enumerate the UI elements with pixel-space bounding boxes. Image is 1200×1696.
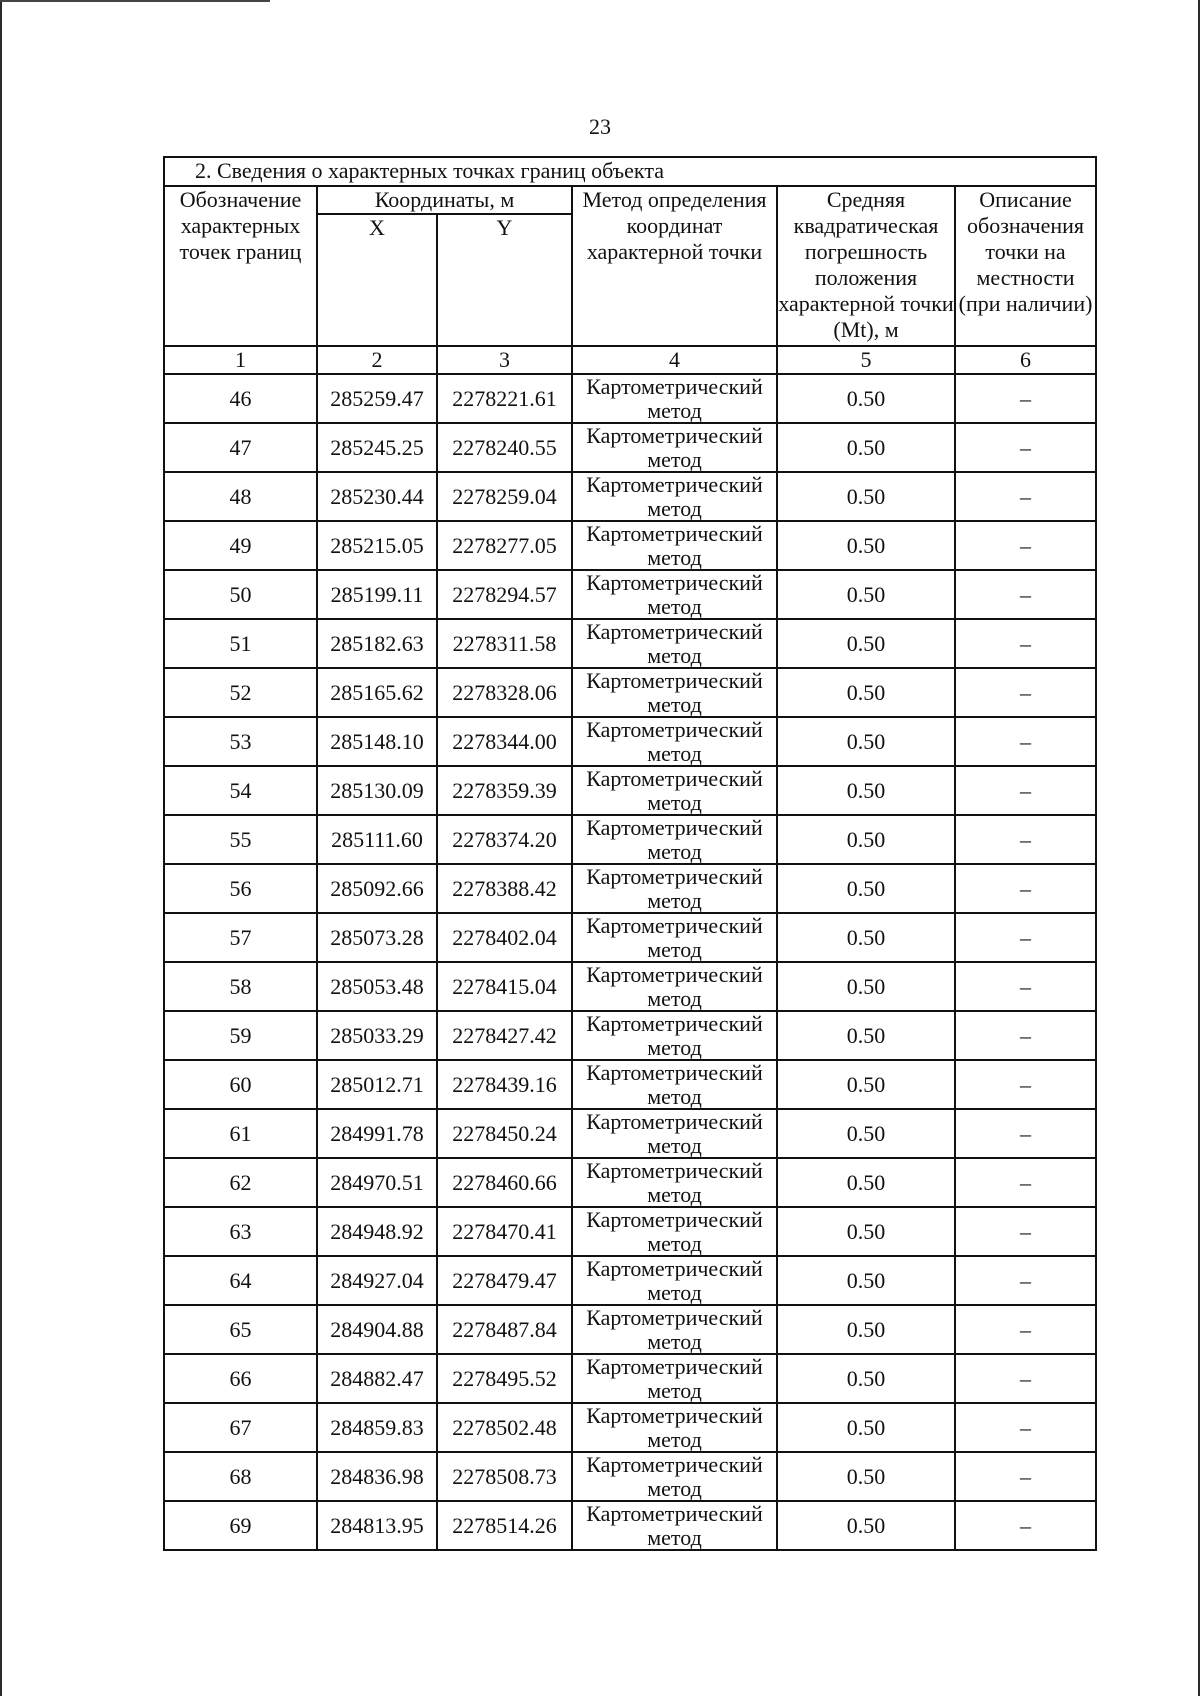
y-coordinate-cell: 2278495.52	[437, 1354, 572, 1403]
method-line-2: метод	[647, 741, 702, 765]
y-coordinate-cell: 2278415.04	[437, 962, 572, 1011]
y-coordinate-cell: 2278221.61	[437, 374, 572, 423]
point-cell: 54	[164, 766, 317, 815]
description-cell: –	[955, 962, 1096, 1011]
y-coordinate-cell: 2278514.26	[437, 1501, 572, 1550]
method-line-1: Картометрический	[586, 1061, 763, 1085]
accuracy-cell: 0.50	[777, 815, 955, 864]
x-coordinate-cell: 284927.04	[317, 1256, 437, 1305]
table-row	[164, 619, 1096, 668]
header-description: Описание обозначения точки на местности (при наличии)	[955, 186, 1096, 346]
point-cell: 60	[164, 1060, 317, 1109]
y-coordinate-cell: 2278460.66	[437, 1158, 572, 1207]
description-cell: –	[955, 423, 1096, 472]
accuracy-cell: 0.50	[777, 1452, 955, 1501]
method-text	[573, 1257, 776, 1304]
method-text	[573, 1208, 776, 1255]
method-line-2: метод	[647, 1084, 702, 1108]
x-coordinate-cell: 284882.47	[317, 1354, 437, 1403]
y-coordinate-cell: 2278470.41	[437, 1207, 572, 1256]
method-line-1: Картометрический	[586, 1502, 763, 1526]
method-line-1: Картометрический	[586, 1110, 763, 1134]
description-cell: –	[955, 717, 1096, 766]
method-text	[573, 767, 776, 814]
table-row	[164, 423, 1096, 472]
method-text	[573, 1061, 776, 1108]
x-coordinate-cell: 285111.60	[317, 815, 437, 864]
point-cell: 68	[164, 1452, 317, 1501]
x-coordinate-cell: 285230.44	[317, 472, 437, 521]
point-cell: 52	[164, 668, 317, 717]
accuracy-cell: 0.50	[777, 668, 955, 717]
method-cell	[572, 1109, 777, 1158]
y-coordinate-cell: 2278450.24	[437, 1109, 572, 1158]
method-cell	[572, 1207, 777, 1256]
point-cell: 61	[164, 1109, 317, 1158]
description-cell: –	[955, 1207, 1096, 1256]
column-number-3: 3	[437, 346, 572, 374]
method-cell	[572, 1354, 777, 1403]
accuracy-cell: 0.50	[777, 1403, 955, 1452]
x-coordinate-cell: 284970.51	[317, 1158, 437, 1207]
method-line-2: метод	[647, 643, 702, 667]
point-cell: 53	[164, 717, 317, 766]
description-cell: –	[955, 1109, 1096, 1158]
point-cell: 50	[164, 570, 317, 619]
y-coordinate-cell: 2278311.58	[437, 619, 572, 668]
accuracy-cell: 0.50	[777, 1011, 955, 1060]
description-cell: –	[955, 668, 1096, 717]
description-cell: –	[955, 864, 1096, 913]
accuracy-cell: 0.50	[777, 1256, 955, 1305]
method-line-2: метод	[647, 839, 702, 863]
method-cell	[572, 1011, 777, 1060]
method-text	[573, 963, 776, 1010]
table-row	[164, 1060, 1096, 1109]
method-cell	[572, 521, 777, 570]
method-line-2: метод	[647, 1035, 702, 1059]
method-text	[573, 1502, 776, 1549]
table-row	[164, 668, 1096, 717]
y-coordinate-cell: 2278240.55	[437, 423, 572, 472]
description-cell: –	[955, 521, 1096, 570]
x-coordinate-cell: 285148.10	[317, 717, 437, 766]
method-line-1: Картометрический	[586, 375, 763, 399]
y-coordinate-cell: 2278402.04	[437, 913, 572, 962]
page-number: 23	[589, 114, 611, 139]
description-cell: –	[955, 1501, 1096, 1550]
method-line-1: Картометрический	[586, 1159, 763, 1183]
table-row	[164, 815, 1096, 864]
method-text	[573, 1404, 776, 1451]
x-coordinate-cell: 285053.48	[317, 962, 437, 1011]
accuracy-cell: 0.50	[777, 766, 955, 815]
method-line-1: Картометрический	[586, 669, 763, 693]
point-cell: 59	[164, 1011, 317, 1060]
method-line-2: метод	[647, 1525, 702, 1549]
method-text	[573, 571, 776, 618]
x-coordinate-cell: 285215.05	[317, 521, 437, 570]
method-line-2: метод	[647, 790, 702, 814]
y-coordinate-cell: 2278344.00	[437, 717, 572, 766]
point-cell: 62	[164, 1158, 317, 1207]
table-row	[164, 521, 1096, 570]
column-number-5: 5	[777, 346, 955, 374]
accuracy-cell: 0.50	[777, 864, 955, 913]
method-cell	[572, 1305, 777, 1354]
description-cell: –	[955, 472, 1096, 521]
x-coordinate-cell: 285165.62	[317, 668, 437, 717]
point-cell: 55	[164, 815, 317, 864]
point-cell: 64	[164, 1256, 317, 1305]
method-line-2: метод	[647, 937, 702, 961]
header-y: Y	[437, 214, 572, 346]
description-cell: –	[955, 1452, 1096, 1501]
table-row	[164, 717, 1096, 766]
table-row	[164, 1452, 1096, 1501]
point-cell: 46	[164, 374, 317, 423]
accuracy-cell: 0.50	[777, 962, 955, 1011]
method-text	[573, 1306, 776, 1353]
table-caption: 2. Сведения о характерных точках границ объекта	[164, 157, 1096, 186]
method-cell	[572, 668, 777, 717]
header-coordinates: Координаты, м	[317, 186, 572, 214]
point-cell: 66	[164, 1354, 317, 1403]
point-cell: 49	[164, 521, 317, 570]
header-x: X	[317, 214, 437, 346]
method-line-2: метод	[647, 1133, 702, 1157]
y-coordinate-cell: 2278359.39	[437, 766, 572, 815]
method-text	[573, 816, 776, 863]
accuracy-cell: 0.50	[777, 1354, 955, 1403]
point-cell: 48	[164, 472, 317, 521]
method-line-1: Картометрический	[586, 718, 763, 742]
x-coordinate-cell: 285130.09	[317, 766, 437, 815]
accuracy-cell: 0.50	[777, 913, 955, 962]
point-cell: 57	[164, 913, 317, 962]
method-line-2: метод	[647, 1280, 702, 1304]
point-cell: 69	[164, 1501, 317, 1550]
method-line-1: Картометрический	[586, 865, 763, 889]
x-coordinate-cell: 285092.66	[317, 864, 437, 913]
method-cell	[572, 717, 777, 766]
method-cell	[572, 374, 777, 423]
table-row	[164, 864, 1096, 913]
method-cell	[572, 1403, 777, 1452]
header-designation: Обозначение характерных точек границ	[164, 186, 317, 346]
method-line-1: Картометрический	[586, 767, 763, 791]
method-line-2: метод	[647, 594, 702, 618]
description-cell: –	[955, 1305, 1096, 1354]
x-coordinate-cell: 285012.71	[317, 1060, 437, 1109]
method-cell	[572, 1060, 777, 1109]
page-edge-left	[0, 0, 2, 1696]
description-cell: –	[955, 766, 1096, 815]
y-coordinate-cell: 2278374.20	[437, 815, 572, 864]
x-coordinate-cell: 284836.98	[317, 1452, 437, 1501]
method-text	[573, 620, 776, 667]
y-coordinate-cell: 2278277.05	[437, 521, 572, 570]
x-coordinate-cell: 284904.88	[317, 1305, 437, 1354]
method-text	[573, 718, 776, 765]
y-coordinate-cell: 2278328.06	[437, 668, 572, 717]
accuracy-cell: 0.50	[777, 423, 955, 472]
accuracy-cell: 0.50	[777, 1060, 955, 1109]
method-line-1: Картометрический	[586, 1453, 763, 1477]
method-line-2: метод	[647, 1231, 702, 1255]
y-coordinate-cell: 2278388.42	[437, 864, 572, 913]
method-line-1: Картометрический	[586, 1257, 763, 1281]
table-row	[164, 1403, 1096, 1452]
table-row	[164, 913, 1096, 962]
description-cell: –	[955, 1011, 1096, 1060]
accuracy-cell: 0.50	[777, 1109, 955, 1158]
method-line-2: метод	[647, 1182, 702, 1206]
method-cell	[572, 766, 777, 815]
method-text	[573, 1110, 776, 1157]
method-line-2: метод	[647, 447, 702, 471]
method-text	[573, 914, 776, 961]
description-cell: –	[955, 570, 1096, 619]
method-line-1: Картометрический	[586, 1404, 763, 1428]
x-coordinate-cell: 285182.63	[317, 619, 437, 668]
method-line-2: метод	[647, 986, 702, 1010]
method-text	[573, 473, 776, 520]
method-line-1: Картометрический	[586, 914, 763, 938]
method-cell	[572, 472, 777, 521]
header-accuracy: Средняя квадратическая погрешность положения характерной точки (Mt), м	[777, 186, 955, 346]
description-cell: –	[955, 1158, 1096, 1207]
table-row	[164, 962, 1096, 1011]
point-cell: 58	[164, 962, 317, 1011]
y-coordinate-cell: 2278427.42	[437, 1011, 572, 1060]
method-text	[573, 669, 776, 716]
point-cell: 47	[164, 423, 317, 472]
method-line-1: Картометрический	[586, 571, 763, 595]
table-row	[164, 570, 1096, 619]
description-cell: –	[955, 1256, 1096, 1305]
header-method: Метод определения координат характерной точки	[572, 186, 777, 346]
description-cell: –	[955, 1060, 1096, 1109]
x-coordinate-cell: 285259.47	[317, 374, 437, 423]
x-coordinate-cell: 284948.92	[317, 1207, 437, 1256]
method-line-1: Картометрический	[586, 424, 763, 448]
description-cell: –	[955, 1403, 1096, 1452]
y-coordinate-cell: 2278487.84	[437, 1305, 572, 1354]
table-row	[164, 766, 1096, 815]
column-number-6: 6	[955, 346, 1096, 374]
method-text	[573, 424, 776, 471]
accuracy-cell: 0.50	[777, 1501, 955, 1550]
x-coordinate-cell: 285199.11	[317, 570, 437, 619]
method-cell	[572, 1452, 777, 1501]
method-cell	[572, 1256, 777, 1305]
table-row	[164, 1305, 1096, 1354]
table-row	[164, 1207, 1096, 1256]
method-text	[573, 1159, 776, 1206]
method-line-1: Картометрический	[586, 473, 763, 497]
method-cell	[572, 962, 777, 1011]
y-coordinate-cell: 2278439.16	[437, 1060, 572, 1109]
method-line-1: Картометрический	[586, 963, 763, 987]
point-cell: 67	[164, 1403, 317, 1452]
method-cell	[572, 864, 777, 913]
accuracy-cell: 0.50	[777, 374, 955, 423]
method-cell	[572, 1501, 777, 1550]
y-coordinate-cell: 2278502.48	[437, 1403, 572, 1452]
method-line-2: метод	[647, 1329, 702, 1353]
x-coordinate-cell: 285073.28	[317, 913, 437, 962]
point-cell: 56	[164, 864, 317, 913]
method-line-2: метод	[647, 1427, 702, 1451]
method-text	[573, 1355, 776, 1402]
method-line-2: метод	[647, 496, 702, 520]
description-cell: –	[955, 913, 1096, 962]
accuracy-cell: 0.50	[777, 521, 955, 570]
method-cell	[572, 619, 777, 668]
method-text	[573, 522, 776, 569]
description-cell: –	[955, 815, 1096, 864]
column-number-4: 4	[572, 346, 777, 374]
accuracy-cell: 0.50	[777, 619, 955, 668]
x-coordinate-cell: 284991.78	[317, 1109, 437, 1158]
y-coordinate-cell: 2278508.73	[437, 1452, 572, 1501]
column-number-2: 2	[317, 346, 437, 374]
method-line-1: Картометрический	[586, 522, 763, 546]
table-row	[164, 1354, 1096, 1403]
method-cell	[572, 423, 777, 472]
method-cell	[572, 815, 777, 864]
method-text	[573, 375, 776, 422]
table-row	[164, 1501, 1096, 1550]
table-row	[164, 1256, 1096, 1305]
x-coordinate-cell: 285245.25	[317, 423, 437, 472]
boundary-points-table	[163, 156, 1097, 1551]
accuracy-cell: 0.50	[777, 1305, 955, 1354]
method-line-1: Картометрический	[586, 1355, 763, 1379]
point-cell: 51	[164, 619, 317, 668]
x-coordinate-cell: 284813.95	[317, 1501, 437, 1550]
method-cell	[572, 570, 777, 619]
description-cell: –	[955, 619, 1096, 668]
x-coordinate-cell: 284859.83	[317, 1403, 437, 1452]
method-line-2: метод	[647, 1476, 702, 1500]
description-cell: –	[955, 1354, 1096, 1403]
table-row	[164, 1011, 1096, 1060]
accuracy-cell: 0.50	[777, 1158, 955, 1207]
method-line-2: метод	[647, 1378, 702, 1402]
method-line-1: Картометрический	[586, 816, 763, 840]
method-line-2: метод	[647, 888, 702, 912]
method-line-2: метод	[647, 692, 702, 716]
method-line-1: Картометрический	[586, 1012, 763, 1036]
accuracy-cell: 0.50	[777, 717, 955, 766]
table-row	[164, 472, 1096, 521]
column-number-1: 1	[164, 346, 317, 374]
accuracy-cell: 0.50	[777, 1207, 955, 1256]
x-coordinate-cell: 285033.29	[317, 1011, 437, 1060]
method-line-2: метод	[647, 545, 702, 569]
table-row	[164, 374, 1096, 423]
method-cell	[572, 1158, 777, 1207]
method-line-1: Картометрический	[586, 620, 763, 644]
method-line-2: метод	[647, 398, 702, 422]
y-coordinate-cell: 2278259.04	[437, 472, 572, 521]
description-cell: –	[955, 374, 1096, 423]
accuracy-cell: 0.50	[777, 472, 955, 521]
page-edge-top	[0, 0, 270, 2]
y-coordinate-cell: 2278294.57	[437, 570, 572, 619]
method-line-1: Картометрический	[586, 1208, 763, 1232]
method-line-1: Картометрический	[586, 1306, 763, 1330]
table-row	[164, 1109, 1096, 1158]
point-cell: 65	[164, 1305, 317, 1354]
method-text	[573, 1012, 776, 1059]
point-cell: 63	[164, 1207, 317, 1256]
table-row	[164, 1158, 1096, 1207]
method-cell	[572, 913, 777, 962]
accuracy-cell: 0.50	[777, 570, 955, 619]
method-text	[573, 1453, 776, 1500]
y-coordinate-cell: 2278479.47	[437, 1256, 572, 1305]
method-text	[573, 865, 776, 912]
